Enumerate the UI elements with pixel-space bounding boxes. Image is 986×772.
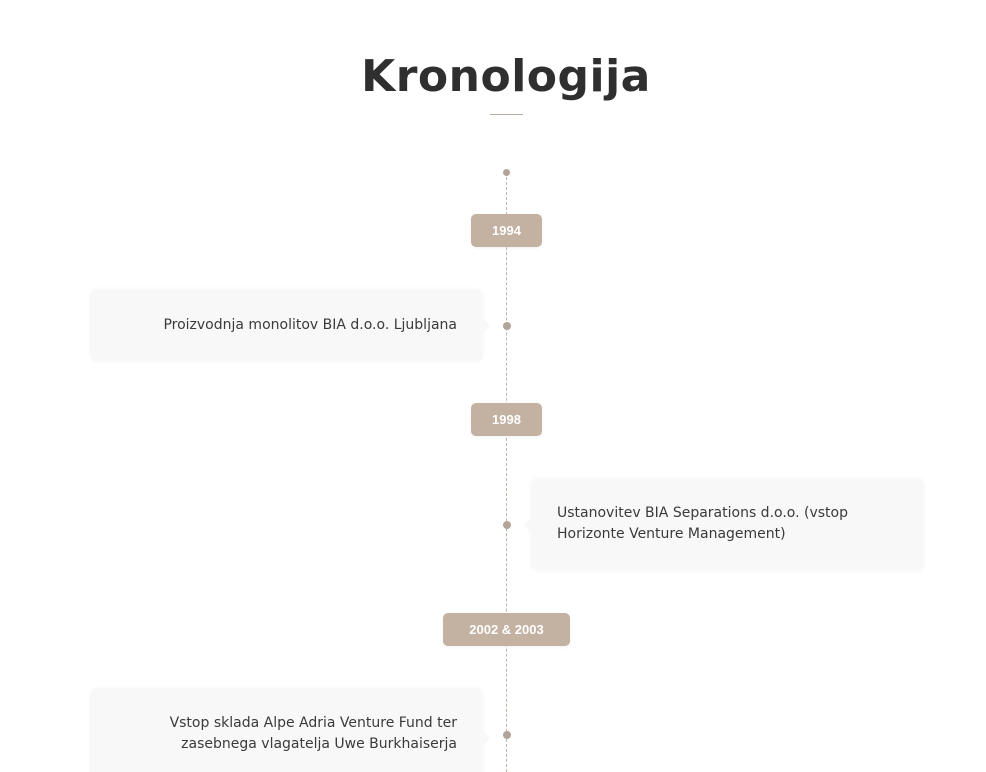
timeline-start-dot xyxy=(503,169,510,176)
timeline-dot xyxy=(503,521,511,529)
timeline-card-text: Vstop sklada Alpe Adria Venture Fund ter zasebnega vlagatelja Uwe Burkhaiserja xyxy=(169,715,457,752)
year-badge-2002-2003: 2002 & 2003 xyxy=(443,613,570,646)
timeline-dot xyxy=(503,731,511,739)
timeline-card-1998 xyxy=(531,478,924,571)
timeline-card-1994 xyxy=(90,289,483,362)
year-badge-1998: 1998 xyxy=(471,403,542,436)
timeline-line xyxy=(506,172,507,772)
timeline-card-text: Proizvodnja monolitov BIA d.o.o. Ljubljana xyxy=(163,317,457,333)
year-badge-1994: 1994 xyxy=(471,214,542,247)
timeline-card-text: Ustanovitev BIA Separations d.o.o. (vstop Horizonte Venture Management) xyxy=(557,505,848,542)
timeline-dot xyxy=(503,322,511,330)
timeline-card-2002-2003 xyxy=(90,688,483,772)
page-title: Kronologija xyxy=(361,51,651,102)
title-underline xyxy=(490,114,523,115)
